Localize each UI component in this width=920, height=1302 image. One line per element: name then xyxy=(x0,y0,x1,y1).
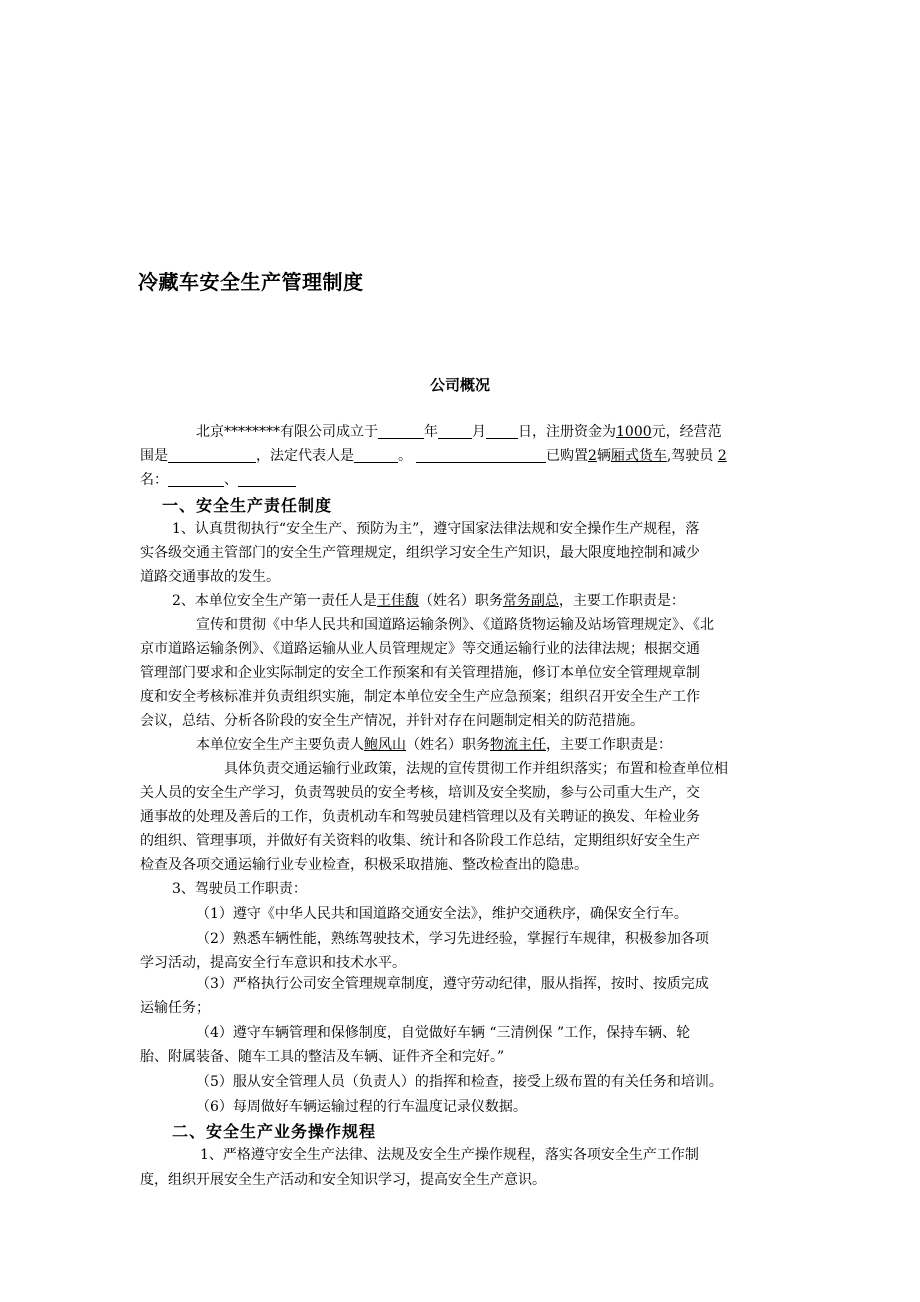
document-title: 冷藏车安全生产管理制度 xyxy=(138,270,364,294)
s1-p3-line: 京市道路运输条例》、《道路运输从业人员管理规定》等交通运输行业的法律法规；根据交通 xyxy=(140,641,700,657)
s1-p5-line: 具体负责交通运输行业政策，法规的宣传贯彻工作并组织落实；布置和检查单位相 xyxy=(224,761,728,777)
driver-duty-item: 学习活动，提高安全行车意识和技术水平。 xyxy=(140,955,406,971)
s1-p3-line: 宣传和贯彻《中华人民共和国道路运输条例》、《道路货物运输及站场管理规定》、《北 xyxy=(196,617,714,633)
main-responsible-line: 本单位安全生产主要负责人鲍风山（姓名）职务物流主任，主要工作职责是： xyxy=(196,737,672,753)
s2-p1-line: 1、严格遵守安全生产法律、法规及安全生产操作规程，落实各项安全生产工作制 xyxy=(200,1147,699,1163)
vehicle-type: 厢式货车 xyxy=(610,448,667,464)
driver-duty-item: （4）遵守车辆管理和保修制度，自觉做好车辆 “三清例保 ”工作，保持车辆、轮 xyxy=(196,1025,691,1041)
driver-duty-item: （1）遵守《中华人民共和国道路交通安全法》，维护交通秩序，确保安全行车。 xyxy=(196,906,688,922)
section-1-heading: 一、安全生产责任制度 xyxy=(162,496,333,515)
s1-p3-line: 管理部门要求和企业实际制定的安全工作预案和有关管理措施，修订本单位安全管理规章制 xyxy=(140,665,700,681)
s1-p5-line: 检查及各项交通运输行业专业检查，积极采取措施、整改检查出的隐患。 xyxy=(140,857,588,873)
s1-p1-line: 1、认真贯彻执行“安全生产、预防为主”，遵守国家法律法规和安全操作生产规程，落 xyxy=(172,521,700,537)
s2-p1-line: 度，组织开展安全生产活动和安全知识学习，提高安全生产意识。 xyxy=(140,1172,546,1188)
driver-duties-heading: 3、驾驶员工作职责： xyxy=(172,881,307,897)
s1-p5-line: 关人员的安全生产学习，负责驾驶员的安全考核，培训及安全奖励，参与公司重大生产，交 xyxy=(140,785,700,801)
first-responsible-person: 王佳馥 xyxy=(376,593,419,609)
main-responsible-person: 鲍风山 xyxy=(364,737,406,753)
registered-capital: 1000 xyxy=(616,424,652,440)
driver-duty-item: （2）熟悉车辆性能，熟练驾驶技术，学习先进经验，掌握行车规律，积极参加各项 xyxy=(196,931,709,947)
s1-p1-line: 实各级交通主管部门的安全生产管理规定，组织学习安全生产知识，最大限度地控制和减少 xyxy=(140,545,700,561)
s1-p5-line: 的组织、管理事项，并做好有关资料的收集、统计和各阶段工作总结，定期组织好安全生产 xyxy=(140,833,700,849)
main-responsible-title: 物流主任 xyxy=(490,737,546,753)
section-2-heading: 二、安全生产业务操作规程 xyxy=(172,1122,377,1141)
driver-duty-item: 运输任务； xyxy=(140,1000,210,1016)
s1-p3-line: 会议，总结、分析各阶段的安全生产情况，并针对存在问题制定相关的防范措施。 xyxy=(140,713,644,729)
s1-p5-line: 通事故的处理及善后的工作，负责机动车和驾驶员建档管理以及有关聘证的换发、年检业务 xyxy=(140,809,700,825)
overview-line-3: 名： 、 xyxy=(140,468,296,492)
driver-duty-item: （6）每周做好车辆运输过程的行车温度记录仪数据。 xyxy=(196,1099,527,1115)
overview-heading: 公司概况 xyxy=(429,376,490,394)
overview-line-1: 北京********有限公司成立于 年 月 日，注册资金为1000元，经营范 xyxy=(196,424,722,440)
s1-p3-line: 度和安全考核标准并负责组织实施，制定本单位安全生产应急预案；组织召开安全生产工作 xyxy=(140,689,700,705)
driver-duty-item: （3）严格执行公司安全管理规章制度，遵守劳动纪律，服从指挥，按时、按质完成 xyxy=(196,976,709,992)
overview-line-2: 围是 ，法定代表人是 。 已购置2辆厢式货车,驾驶员 2 xyxy=(140,448,727,464)
driver-duty-item: 胎、附属装备、随车工具的整洁及车辆、证件齐全和完好。” xyxy=(140,1049,505,1065)
first-responsible-title: 常务副总 xyxy=(502,593,559,609)
s1-p1-line: 道路交通事故的发生。 xyxy=(140,569,280,585)
driver-duty-item: （5）服从安全管理人员（负责人）的指挥和检查，接受上级布置的有关任务和培训。 xyxy=(196,1074,723,1090)
first-responsible-line: 2、本单位安全生产第一责任人是王佳馥（姓名）职务常务副总，主要工作职责是： xyxy=(172,593,685,609)
